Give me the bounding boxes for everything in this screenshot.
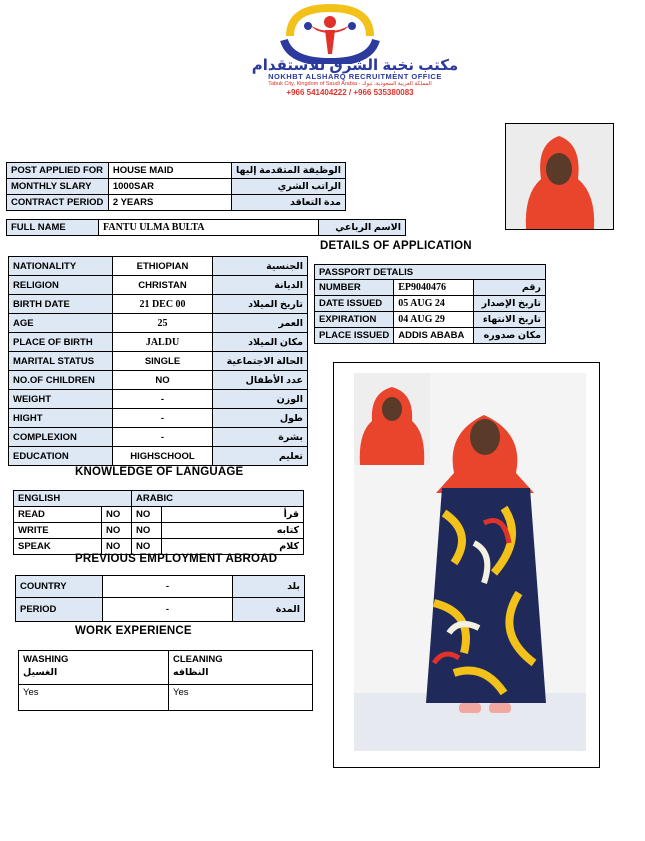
table-row xyxy=(16,598,305,622)
place-of-birth-value: JALDU xyxy=(113,333,213,352)
religion-ar: الديانة xyxy=(213,276,308,295)
height-ar: طول xyxy=(213,409,308,428)
table-row xyxy=(315,265,546,280)
personal-table xyxy=(8,256,308,466)
cleaning-header xyxy=(169,651,313,685)
expiration-label: EXPIRATION xyxy=(315,312,394,328)
full-name-value: FANTU ULMA BULTA xyxy=(99,220,319,236)
table-row xyxy=(14,507,304,523)
marital-status-label: MARITAL STATUS xyxy=(9,352,113,371)
read-english: NO xyxy=(102,507,132,523)
country-label: COUNTRY xyxy=(16,576,103,598)
table-row xyxy=(9,390,308,409)
place-of-birth-ar: مكان الميلاد xyxy=(213,333,308,352)
children-ar: عدد الأطفال xyxy=(213,371,308,390)
date-issued-label: DATE ISSUED xyxy=(315,296,394,312)
place-of-birth-label: PLACE OF BIRTH xyxy=(9,333,113,352)
speak-label: SPEAK xyxy=(14,539,102,555)
table-row xyxy=(9,295,308,314)
place-issued-ar: مكان صدوره xyxy=(474,328,546,344)
height-value: - xyxy=(113,409,213,428)
birth-date-label: BIRTH DATE xyxy=(9,295,113,314)
weight-label: WEIGHT xyxy=(9,390,113,409)
read-arabic: NO xyxy=(132,507,162,523)
employment-title: PREVIOUS EMPLOYMENT ABROAD xyxy=(75,553,278,565)
table-row xyxy=(7,220,406,236)
education-ar: تعليم xyxy=(213,447,308,466)
complexion-ar: بشرة xyxy=(213,428,308,447)
read-ar: قرأ xyxy=(162,507,304,523)
salary-value: 1000SAR xyxy=(108,179,231,195)
weight-ar: الوزن xyxy=(213,390,308,409)
washing-label: WASHING xyxy=(23,654,69,665)
age-ar: العمر xyxy=(213,314,308,333)
write-ar: كتابه xyxy=(162,523,304,539)
marital-status-ar: الحالة الاجتماعية xyxy=(213,352,308,371)
period-ar: المدة xyxy=(233,598,305,622)
complexion-value: - xyxy=(113,428,213,447)
full-name-ar: الاسم الرباعي xyxy=(319,220,406,236)
nationality-label: NATIONALITY xyxy=(9,257,113,276)
washing-value: Yes xyxy=(19,685,169,711)
write-english: NO xyxy=(102,523,132,539)
passport-number-label: NUMBER xyxy=(315,280,394,296)
table-row xyxy=(9,257,308,276)
speak-ar: كلام xyxy=(162,539,304,555)
company-address: Tabuk City, Kingdom of Saudi Arabia - المملكة العربية السعودية، تبوك xyxy=(268,81,432,87)
table-row xyxy=(16,576,305,598)
post-ar: الوظيفة المتقدمة إليها xyxy=(231,163,345,179)
post-value: HOUSE MAID xyxy=(108,163,231,179)
write-arabic: NO xyxy=(132,523,162,539)
table-row xyxy=(315,328,546,344)
passport-title: PASSPORT DETALIS xyxy=(315,265,546,280)
country-value: - xyxy=(103,576,233,598)
passport-number-value: EP9040476 xyxy=(394,280,474,296)
table-row xyxy=(9,409,308,428)
table-row xyxy=(315,296,546,312)
period-label: PERIOD xyxy=(16,598,103,622)
salary-ar: الراتب الشري xyxy=(231,179,345,195)
portrait-photo xyxy=(505,123,614,230)
period-value: - xyxy=(103,598,233,622)
job-table xyxy=(6,162,346,211)
table-row xyxy=(9,428,308,447)
table-row xyxy=(7,163,346,179)
table-row xyxy=(19,651,313,685)
full-name-label: FULL NAME xyxy=(7,220,99,236)
washing-header xyxy=(19,651,169,685)
speak-arabic: NO xyxy=(132,539,162,555)
birth-date-ar: تاريخ الميلاد xyxy=(213,295,308,314)
children-value: NO xyxy=(113,371,213,390)
birth-date-value: 21 DEC 00 xyxy=(113,295,213,314)
education-label: EDUCATION xyxy=(9,447,113,466)
contract-ar: مدة التعاقد xyxy=(231,195,345,211)
place-issued-label: PLACE ISSUED xyxy=(315,328,394,344)
education-value: HIGHSCHOOL xyxy=(113,447,213,466)
company-arabic-name: مكتب نخبة الشرق للاستقدام xyxy=(251,57,459,74)
table-row xyxy=(315,312,546,328)
details-title: DETAILS OF APPLICATION xyxy=(320,240,472,252)
contract-label: CONTRACT PERIOD xyxy=(7,195,109,211)
table-row xyxy=(14,491,304,507)
table-row xyxy=(7,195,346,211)
table-row xyxy=(9,314,308,333)
table-row xyxy=(9,371,308,390)
height-label: HIGHT xyxy=(9,409,113,428)
religion-value: CHRISTAN xyxy=(113,276,213,295)
cleaning-value: Yes xyxy=(169,685,313,711)
contract-value: 2 YEARS xyxy=(108,195,231,211)
table-row xyxy=(315,280,546,296)
date-issued-ar: تاريخ الإصدار xyxy=(474,296,546,312)
table-row xyxy=(7,179,346,195)
washing-ar: الغسيل xyxy=(23,667,58,678)
table-row xyxy=(9,276,308,295)
age-label: AGE xyxy=(9,314,113,333)
english-header: ENGLISH xyxy=(14,491,132,507)
language-table xyxy=(13,490,304,555)
company-phones: +966 541404222 / +966 535380083 xyxy=(286,88,414,97)
language-title: KNOWLEDGE OF LANGUAGE xyxy=(75,466,244,478)
cleaning-ar: النظافه xyxy=(173,667,209,678)
country-ar: بلد xyxy=(233,576,305,598)
cleaning-label: CLEANING xyxy=(173,654,223,665)
children-label: NO.OF CHILDREN xyxy=(9,371,113,390)
table-row xyxy=(9,333,308,352)
employment-table xyxy=(15,575,305,622)
table-row xyxy=(19,685,313,711)
table-row xyxy=(9,352,308,371)
nationality-ar: الجنسية xyxy=(213,257,308,276)
nationality-value: ETHIOPIAN xyxy=(113,257,213,276)
company-logo xyxy=(270,4,390,64)
post-label: POST APPLIED FOR xyxy=(7,163,109,179)
age-value: 25 xyxy=(113,314,213,333)
experience-table xyxy=(18,650,313,711)
arabic-header: ARABIC xyxy=(132,491,304,507)
date-issued-value: 05 AUG 24 xyxy=(394,296,474,312)
experience-title: WORK EXPERIENCE xyxy=(75,625,192,637)
expiration-ar: تاريخ الانتهاء xyxy=(474,312,546,328)
passport-table xyxy=(314,264,546,344)
complexion-label: COMPLEXION xyxy=(9,428,113,447)
company-english-name: NOKHBT ALSHARQ RECRUITMENT OFFICE xyxy=(268,72,442,81)
read-label: READ xyxy=(14,507,102,523)
full-body-photo xyxy=(333,362,600,768)
write-label: WRITE xyxy=(14,523,102,539)
name-table xyxy=(6,219,406,236)
weight-value: - xyxy=(113,390,213,409)
religion-label: RELIGION xyxy=(9,276,113,295)
salary-label: MONTHLY SLARY xyxy=(7,179,109,195)
expiration-value: 04 AUG 29 xyxy=(394,312,474,328)
passport-number-ar: رقم xyxy=(474,280,546,296)
speak-english: NO xyxy=(102,539,132,555)
table-row xyxy=(9,447,308,466)
table-row xyxy=(14,523,304,539)
place-issued-value: ADDIS ABABA xyxy=(394,328,474,344)
marital-status-value: SINGLE xyxy=(113,352,213,371)
